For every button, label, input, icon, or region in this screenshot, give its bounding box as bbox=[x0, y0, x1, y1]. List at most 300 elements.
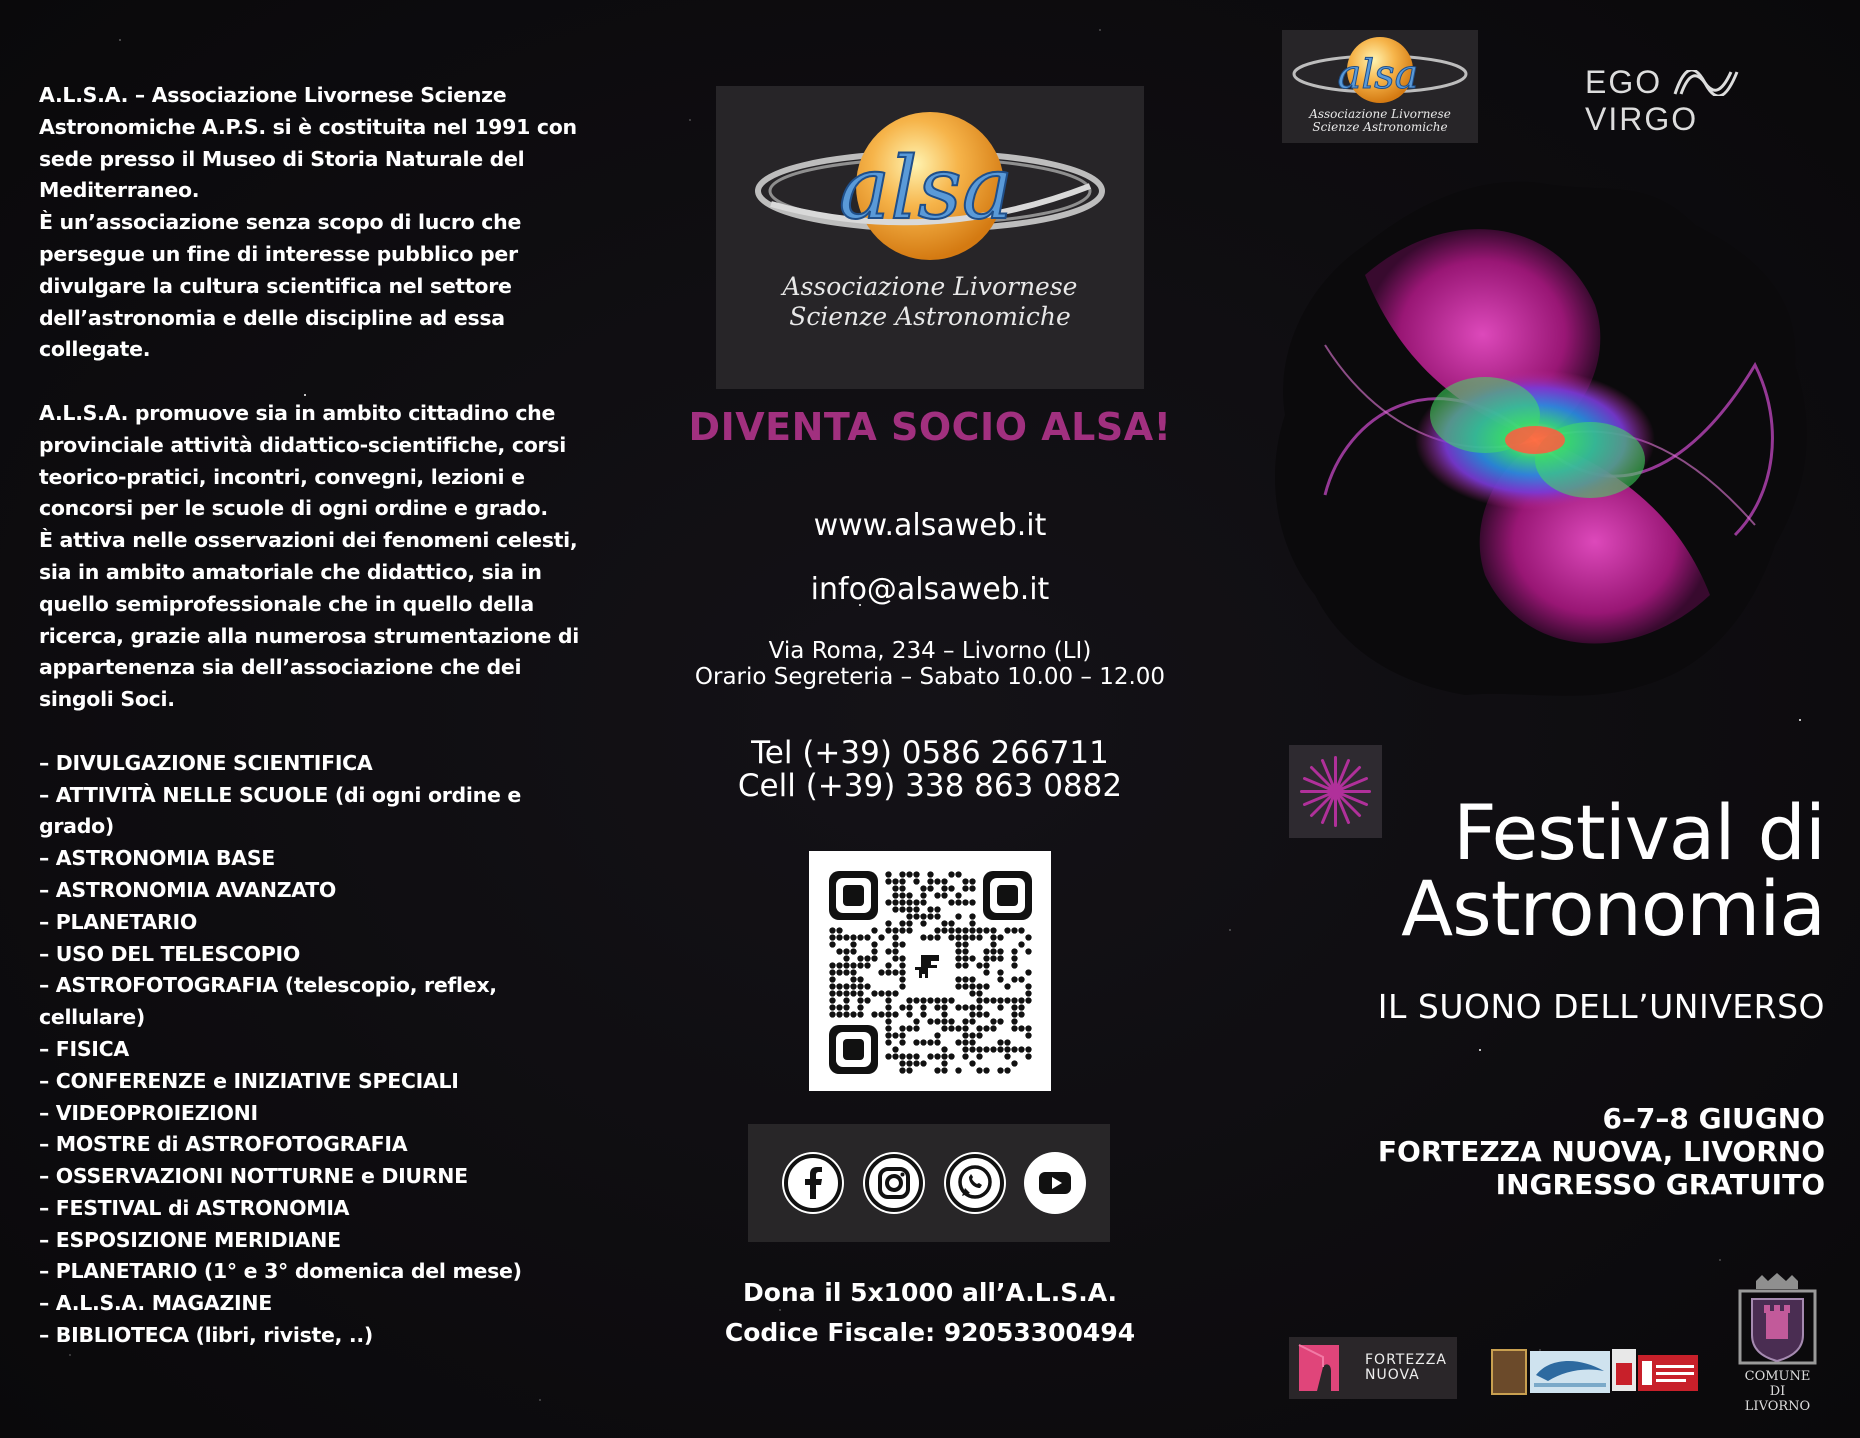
qr-module bbox=[906, 1060, 912, 1066]
qr-module bbox=[913, 878, 919, 884]
qr-module bbox=[913, 871, 919, 877]
qr-module bbox=[906, 913, 912, 919]
qr-module bbox=[934, 878, 940, 884]
qr-module bbox=[962, 983, 968, 989]
qr-module bbox=[892, 955, 898, 961]
qr-module bbox=[941, 927, 947, 933]
qr-module bbox=[913, 906, 919, 912]
qr-module bbox=[1011, 976, 1017, 982]
qr-module bbox=[1011, 955, 1017, 961]
qr-module bbox=[941, 1060, 947, 1066]
qr-module bbox=[913, 997, 919, 1003]
qr-module bbox=[843, 990, 849, 996]
qr-module bbox=[997, 1004, 1003, 1010]
qr-module bbox=[920, 913, 926, 919]
qr-module bbox=[969, 878, 975, 884]
qr-module bbox=[948, 1025, 954, 1031]
qr-module bbox=[927, 1018, 933, 1024]
fortezza-text bbox=[1365, 1353, 1447, 1383]
qr-module bbox=[934, 1039, 940, 1045]
activity-item: – ASTRONOMIA BASE bbox=[39, 846, 275, 871]
ego-virgo-logo bbox=[1585, 64, 1825, 137]
qr-module bbox=[955, 983, 961, 989]
qr-module bbox=[983, 927, 989, 933]
activity-item: – MOSTRE di ASTROFOTOGRAFIA bbox=[39, 1132, 408, 1157]
qr-module bbox=[1004, 983, 1010, 989]
qr-module bbox=[934, 892, 940, 898]
alsa-caption-line-2: Scienze Astronomiche bbox=[789, 302, 1071, 331]
qr-module bbox=[829, 934, 835, 940]
qr-module bbox=[955, 871, 961, 877]
qr-module bbox=[906, 871, 912, 877]
qr-module bbox=[892, 941, 898, 947]
qr-module bbox=[836, 1004, 842, 1010]
qr-module bbox=[962, 955, 968, 961]
qr-module bbox=[892, 899, 898, 905]
qr-module bbox=[1018, 941, 1024, 947]
wave-icon bbox=[1673, 70, 1739, 96]
cellphone-text: Cell (+39) 338 863 0882 bbox=[737, 768, 1123, 804]
qr-module bbox=[941, 1004, 947, 1010]
qr-module bbox=[969, 1011, 975, 1017]
qr-module bbox=[864, 962, 870, 968]
qr-module bbox=[969, 1018, 975, 1024]
qr-module bbox=[857, 976, 863, 982]
qr-module bbox=[1018, 997, 1024, 1003]
qr-module bbox=[990, 934, 996, 940]
svg-text:alsa: alsa bbox=[838, 139, 1014, 239]
museo-storia-naturale-logo bbox=[1530, 1351, 1610, 1393]
qr-module bbox=[885, 1032, 891, 1038]
qr-module bbox=[899, 920, 905, 926]
qr-module bbox=[843, 948, 849, 954]
qr-module bbox=[941, 1067, 947, 1073]
activity-item: – PLANETARIO (1° e 3° domenica del mese) bbox=[39, 1259, 522, 1284]
qr-module bbox=[948, 997, 954, 1003]
qr-module bbox=[955, 948, 961, 954]
qr-module bbox=[906, 1025, 912, 1031]
qr-module bbox=[857, 1004, 863, 1010]
qr-module bbox=[920, 1039, 926, 1045]
qr-module bbox=[885, 1004, 891, 1010]
qr-module bbox=[892, 885, 898, 891]
qr-module bbox=[850, 976, 856, 982]
dino-icon bbox=[915, 955, 939, 978]
qr-module bbox=[878, 969, 884, 975]
qr-module bbox=[962, 927, 968, 933]
qr-module bbox=[885, 927, 891, 933]
livorno-crest-icon bbox=[1736, 1273, 1819, 1365]
qr-module bbox=[962, 976, 968, 982]
qr-module bbox=[899, 955, 905, 961]
qr-module bbox=[1025, 1053, 1031, 1059]
intro-paragraph-1: A.L.S.A. – Associazione Livornese Scienze Astronomiche A.P.S. si è costituita nel 1991 con sede presso il Museo di Storia Naturale del Mediterraneo. bbox=[39, 83, 577, 203]
qr-module bbox=[1011, 1046, 1017, 1052]
qr-finder-center bbox=[843, 885, 864, 906]
museo-rilevanza-regionale-logo bbox=[1638, 1355, 1698, 1391]
qr-module bbox=[878, 990, 884, 996]
qr-module bbox=[948, 1018, 954, 1024]
website-link[interactable]: www.alsaweb.it bbox=[813, 508, 1047, 543]
qr-module bbox=[990, 1046, 996, 1052]
phone-block bbox=[620, 737, 1240, 803]
qr-module bbox=[997, 1018, 1003, 1024]
qr-module bbox=[899, 969, 905, 975]
qr-module bbox=[969, 1060, 975, 1066]
qr-module bbox=[850, 948, 856, 954]
qr-module bbox=[920, 920, 926, 926]
activity-item: – ASTROFOTOGRAFIA (telescopio, reflex, cellulare) bbox=[39, 973, 497, 1030]
qr-module bbox=[969, 899, 975, 905]
fortezza-nuova-logo bbox=[1289, 1337, 1457, 1399]
qr-module bbox=[962, 1046, 968, 1052]
qr-module bbox=[920, 892, 926, 898]
qr-module bbox=[857, 962, 863, 968]
qr-module bbox=[983, 997, 989, 1003]
qr-module bbox=[892, 1032, 898, 1038]
qr-module bbox=[997, 955, 1003, 961]
qr-module bbox=[843, 934, 849, 940]
qr-module bbox=[899, 1025, 905, 1031]
qr-module bbox=[899, 1032, 905, 1038]
activity-item: – CONFERENZE e INIZIATIVE SPECIALI bbox=[39, 1068, 459, 1093]
qr-module bbox=[1025, 934, 1031, 940]
qr-module bbox=[899, 941, 905, 947]
qr-module bbox=[829, 1011, 835, 1017]
qr-module bbox=[941, 1053, 947, 1059]
qr-module bbox=[997, 1039, 1003, 1045]
qr-module bbox=[1011, 1025, 1017, 1031]
qr-module bbox=[997, 969, 1003, 975]
qr-module bbox=[955, 1067, 961, 1073]
regione-toscana-logo bbox=[1612, 1349, 1636, 1391]
activity-item: – PLANETARIO bbox=[39, 909, 197, 934]
qr-module bbox=[850, 941, 856, 947]
qr-module bbox=[1025, 1025, 1031, 1031]
qr-module bbox=[829, 976, 835, 982]
qr-module bbox=[836, 934, 842, 940]
qr-module bbox=[878, 934, 884, 940]
qr-module bbox=[899, 885, 905, 891]
qr-module bbox=[948, 899, 954, 905]
qr-code[interactable] bbox=[809, 851, 1051, 1091]
qr-module bbox=[885, 1025, 891, 1031]
qr-module bbox=[1018, 1011, 1024, 1017]
qr-module bbox=[997, 1067, 1003, 1073]
qr-module bbox=[850, 983, 856, 989]
qr-module bbox=[857, 1011, 863, 1017]
qr-module bbox=[899, 976, 905, 982]
activity-item: – BIBLIOTECA (libri, riviste, ..) bbox=[39, 1323, 373, 1348]
alsa-caption bbox=[716, 272, 1144, 332]
qr-module bbox=[955, 955, 961, 961]
qr-module bbox=[892, 990, 898, 996]
qr-module bbox=[892, 878, 898, 884]
qr-module bbox=[969, 1046, 975, 1052]
qr-module bbox=[969, 990, 975, 996]
qr-finder-center bbox=[843, 1039, 864, 1060]
qr-module bbox=[983, 955, 989, 961]
qr-module bbox=[850, 990, 856, 996]
qr-module bbox=[962, 878, 968, 884]
qr-module bbox=[941, 1025, 947, 1031]
qr-module bbox=[969, 1004, 975, 1010]
qr-module bbox=[934, 1032, 940, 1038]
telephone-text: Tel (+39) 0586 266711 bbox=[751, 735, 1109, 771]
qr-module bbox=[997, 976, 1003, 982]
alsa-small-caption-line-2: Scienze Astronomiche bbox=[1312, 120, 1448, 134]
qr-module bbox=[1025, 1032, 1031, 1038]
activity-item: – USO DEL TELESCOPIO bbox=[39, 941, 300, 966]
qr-module bbox=[983, 948, 989, 954]
qr-module bbox=[962, 948, 968, 954]
qr-module bbox=[934, 1018, 940, 1024]
qr-module bbox=[927, 934, 933, 940]
fortezza-text-2: NUOVA bbox=[1365, 1367, 1420, 1383]
qr-module bbox=[969, 955, 975, 961]
qr-module bbox=[857, 955, 863, 961]
alsa-logo-graphic bbox=[716, 86, 1144, 389]
qr-module bbox=[1018, 1004, 1024, 1010]
qr-module bbox=[913, 1018, 919, 1024]
qr-module bbox=[1018, 1025, 1024, 1031]
qr-module bbox=[829, 1004, 835, 1010]
qr-module bbox=[885, 997, 891, 1003]
qr-module bbox=[976, 962, 982, 968]
qr-module bbox=[934, 913, 940, 919]
qr-module bbox=[906, 1053, 912, 1059]
qr-module bbox=[836, 969, 842, 975]
qr-module bbox=[983, 962, 989, 968]
title-line-2: Astronomia bbox=[1401, 864, 1825, 953]
qr-module bbox=[962, 1039, 968, 1045]
qr-module bbox=[892, 927, 898, 933]
qr-module bbox=[976, 1067, 982, 1073]
qr-module bbox=[871, 948, 877, 954]
qr-module bbox=[892, 948, 898, 954]
qr-module bbox=[948, 927, 954, 933]
qr-module bbox=[941, 920, 947, 926]
qr-module bbox=[962, 899, 968, 905]
qr-module bbox=[920, 1060, 926, 1066]
qr-module bbox=[920, 934, 926, 940]
qr-module bbox=[892, 934, 898, 940]
qr-module bbox=[871, 927, 877, 933]
qr-module bbox=[906, 920, 912, 926]
qr-module bbox=[927, 906, 933, 912]
qr-module bbox=[997, 997, 1003, 1003]
qr-module bbox=[920, 899, 926, 905]
qr-module bbox=[885, 899, 891, 905]
qr-module bbox=[843, 955, 849, 961]
qr-module bbox=[962, 1025, 968, 1031]
qr-module bbox=[920, 885, 926, 891]
qr-module bbox=[871, 990, 877, 996]
qr-module bbox=[892, 1053, 898, 1059]
qr-module bbox=[899, 1060, 905, 1066]
qr-module bbox=[934, 997, 940, 1003]
qr-module bbox=[871, 941, 877, 947]
qr-module bbox=[913, 1025, 919, 1031]
qr-module bbox=[969, 934, 975, 940]
qr-module bbox=[941, 1011, 947, 1017]
qr-module bbox=[962, 941, 968, 947]
qr-module bbox=[899, 899, 905, 905]
qr-module bbox=[997, 948, 1003, 954]
qr-module bbox=[997, 1046, 1003, 1052]
youtube-icon[interactable] bbox=[1024, 1152, 1086, 1214]
qr-module bbox=[1011, 997, 1017, 1003]
qr-module bbox=[920, 1011, 926, 1017]
facebook-icon[interactable] bbox=[782, 1152, 844, 1214]
qr-module bbox=[899, 927, 905, 933]
event-venue: FORTEZZA NUOVA, LIVORNO bbox=[1377, 1135, 1825, 1168]
qr-module bbox=[836, 927, 842, 933]
qr-module bbox=[892, 1046, 898, 1052]
qr-module bbox=[899, 1004, 905, 1010]
qr-module bbox=[885, 969, 891, 975]
qr-module bbox=[906, 997, 912, 1003]
qr-module bbox=[871, 955, 877, 961]
activity-item: – ASTRONOMIA AVANZATO bbox=[39, 877, 337, 902]
qr-module bbox=[1011, 962, 1017, 968]
qr-module bbox=[885, 1039, 891, 1045]
qr-module bbox=[843, 983, 849, 989]
alsa-logo-small bbox=[1282, 30, 1478, 143]
qr-module bbox=[829, 983, 835, 989]
qr-module bbox=[885, 948, 891, 954]
qr-module bbox=[843, 962, 849, 968]
qr-module bbox=[976, 1046, 982, 1052]
qr-module bbox=[1018, 976, 1024, 982]
qr-module bbox=[836, 1011, 842, 1017]
qr-module bbox=[955, 1039, 961, 1045]
qr-module bbox=[997, 934, 1003, 940]
qr-module bbox=[899, 1053, 905, 1059]
qr-module bbox=[990, 948, 996, 954]
qr-module bbox=[1004, 997, 1010, 1003]
qr-module bbox=[969, 927, 975, 933]
qr-module bbox=[829, 927, 835, 933]
alsa-logo-large bbox=[716, 86, 1144, 389]
qr-module bbox=[955, 892, 961, 898]
qr-module bbox=[983, 969, 989, 975]
qr-module bbox=[885, 990, 891, 996]
qr-module bbox=[1018, 1046, 1024, 1052]
qr-module bbox=[969, 1032, 975, 1038]
comune-di-livorno-logo bbox=[1736, 1273, 1819, 1414]
qr-module bbox=[913, 899, 919, 905]
qr-module bbox=[1018, 927, 1024, 933]
qr-module bbox=[885, 1018, 891, 1024]
qr-module bbox=[969, 913, 975, 919]
email-link[interactable]: info@alsaweb.it bbox=[810, 572, 1050, 607]
qr-module bbox=[836, 990, 842, 996]
qr-module bbox=[969, 885, 975, 891]
qr-module bbox=[969, 983, 975, 989]
qr-module bbox=[836, 962, 842, 968]
qr-module bbox=[864, 934, 870, 940]
qr-module bbox=[934, 1053, 940, 1059]
qr-module bbox=[1025, 1046, 1031, 1052]
activity-item: – DIVULGAZIONE SCIENTIFICA bbox=[39, 750, 373, 775]
qr-module bbox=[850, 1011, 856, 1017]
instagram-icon[interactable] bbox=[863, 1152, 925, 1214]
qr-code-graphic bbox=[809, 851, 1051, 1091]
virgo-text: VIRGO bbox=[1585, 101, 1699, 137]
qr-module bbox=[885, 871, 891, 877]
gravitational-wave-image bbox=[1255, 165, 1825, 710]
qr-module bbox=[913, 1060, 919, 1066]
alsa-small-caption-line-1: Associazione Livornese bbox=[1309, 107, 1451, 121]
qr-module bbox=[927, 1039, 933, 1045]
qr-module bbox=[976, 1011, 982, 1017]
qr-module bbox=[885, 878, 891, 884]
qr-module bbox=[934, 1067, 940, 1073]
qr-module bbox=[920, 997, 926, 1003]
qr-module bbox=[1025, 948, 1031, 954]
qr-module bbox=[892, 892, 898, 898]
qr-module bbox=[1004, 1046, 1010, 1052]
qr-module bbox=[934, 1004, 940, 1010]
qr-module bbox=[906, 927, 912, 933]
qr-module bbox=[976, 983, 982, 989]
qr-module bbox=[955, 1025, 961, 1031]
qr-module bbox=[899, 1039, 905, 1045]
qr-module bbox=[899, 906, 905, 912]
qr-module bbox=[843, 969, 849, 975]
qr-module bbox=[1025, 990, 1031, 996]
qr-module bbox=[899, 962, 905, 968]
qr-module bbox=[892, 1011, 898, 1017]
qr-module bbox=[962, 1032, 968, 1038]
qr-module bbox=[1011, 927, 1017, 933]
qr-module bbox=[906, 1011, 912, 1017]
qr-module bbox=[899, 983, 905, 989]
qr-module bbox=[955, 1004, 961, 1010]
promotes-paragraph-1: A.L.S.A. promuove sia in ambito cittadino che provinciale attività didattico-scientifiche, corsi teorico-pratici, incontri, convegni, lezioni e concorsi per le scuole di ogni ordine e grado. bbox=[39, 400, 566, 521]
fortezza-text-1: FORTEZZA bbox=[1365, 1352, 1447, 1368]
qr-module bbox=[829, 969, 835, 975]
qr-module bbox=[983, 1025, 989, 1031]
qr-module bbox=[1011, 1060, 1017, 1066]
qr-module bbox=[913, 913, 919, 919]
qr-module bbox=[969, 976, 975, 982]
qr-module bbox=[934, 927, 940, 933]
qr-module bbox=[927, 1053, 933, 1059]
qr-module bbox=[976, 1004, 982, 1010]
festival-subtitle: IL SUONO DELL’UNIVERSO bbox=[1377, 987, 1825, 1026]
qr-module bbox=[829, 941, 835, 947]
qr-module bbox=[969, 1039, 975, 1045]
qr-module bbox=[976, 934, 982, 940]
qr-module bbox=[941, 1018, 947, 1024]
qr-module bbox=[976, 1032, 982, 1038]
office-hours-text: Orario Segreteria – Sabato 10.00 – 12.00 bbox=[694, 664, 1166, 690]
whatsapp-icon[interactable] bbox=[944, 1152, 1006, 1214]
qr-module bbox=[885, 962, 891, 968]
donate-text: Dona il 5x1000 all’A.L.S.A. bbox=[743, 1278, 1117, 1307]
qr-module bbox=[1004, 927, 1010, 933]
qr-module bbox=[955, 962, 961, 968]
qr-module bbox=[990, 1025, 996, 1031]
ego-text: EGO bbox=[1585, 64, 1663, 100]
qr-module bbox=[857, 997, 863, 1003]
qr-module bbox=[920, 1004, 926, 1010]
activity-item: – FISICA bbox=[39, 1036, 129, 1061]
qr-module bbox=[906, 892, 912, 898]
tax-code-text: Codice Fiscale: 92053300494 bbox=[724, 1318, 1136, 1347]
